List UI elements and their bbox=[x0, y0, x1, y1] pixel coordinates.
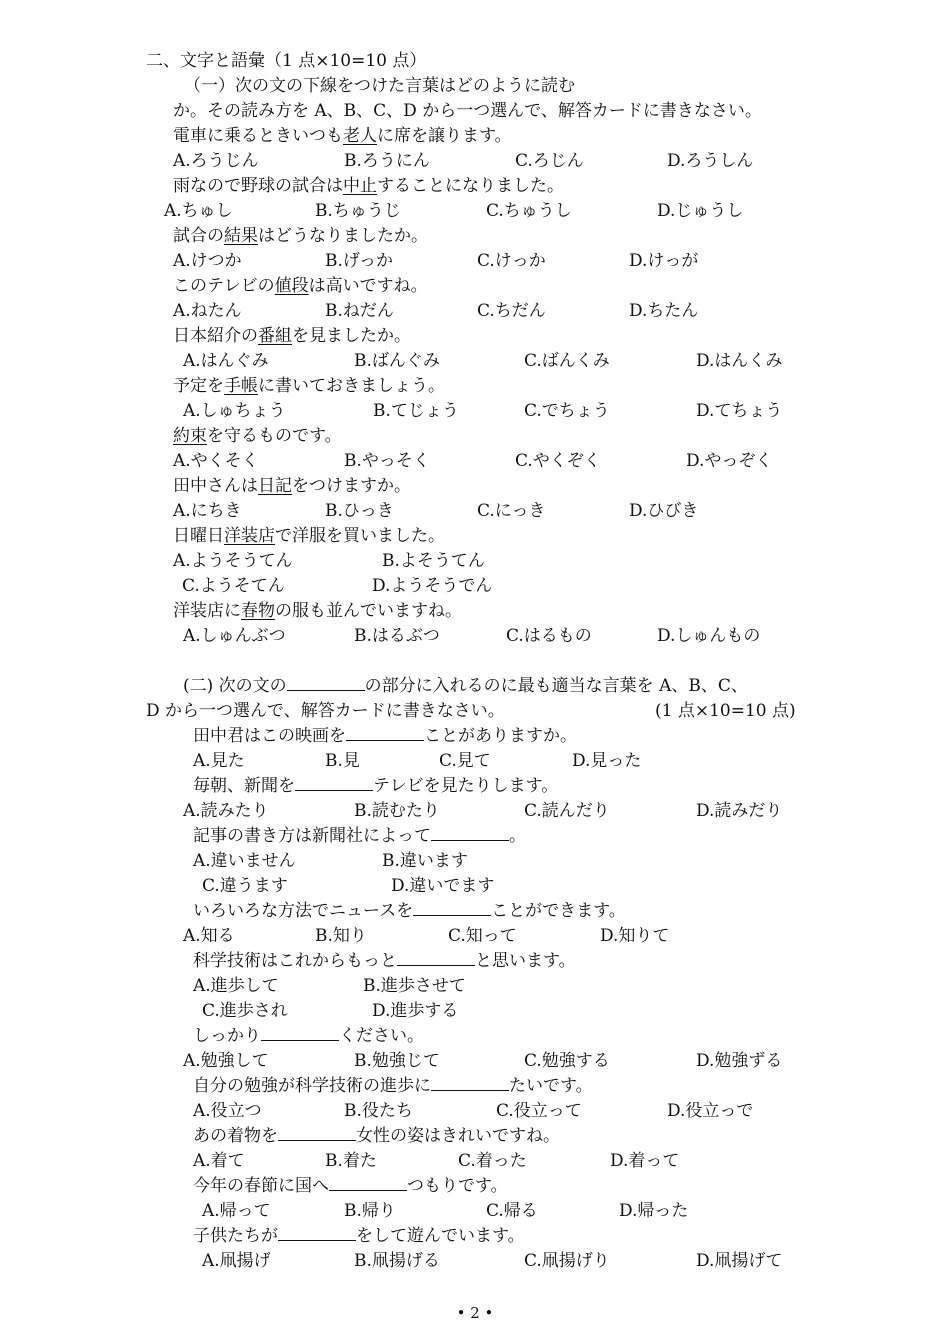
p2-q2-sentence: 毎朝、新聞を テレビを見たりします。 bbox=[193, 776, 559, 796]
p1-q10-option-b[interactable]: B.はるぶつ bbox=[354, 626, 440, 646]
p2-q10-option-b[interactable]: B.凧揚げる bbox=[354, 1251, 440, 1271]
p1-q7-option-c[interactable]: C.やくぞく bbox=[515, 451, 601, 471]
p1-q2-sentence: 雨なので野球の試合は中止することになりました。 bbox=[173, 176, 564, 196]
p1-q3-sentence: 試合の結果はどうなりましたか。 bbox=[173, 226, 428, 246]
p2-q5-option-c[interactable]: C.進歩され bbox=[202, 1001, 288, 1021]
p2-q4-option-b[interactable]: B.知り bbox=[315, 926, 367, 946]
p1-q4-option-c[interactable]: C.ちだん bbox=[477, 301, 546, 321]
p2-q1-option-b[interactable]: B.見 bbox=[325, 751, 360, 771]
p2-q8-option-d[interactable]: D.着って bbox=[610, 1151, 680, 1171]
part2-instruction-line1: (二) 次の文の の部分に入れるのに最も適当な言葉を A、B、C、 bbox=[183, 676, 748, 696]
p2-q5-option-b[interactable]: B.進歩させて bbox=[363, 976, 466, 996]
p2-q4-option-d[interactable]: D.知りて bbox=[600, 926, 670, 946]
p2-q6-option-b[interactable]: B.勉強じて bbox=[354, 1051, 440, 1071]
p1-q7-option-a[interactable]: A.やくそく bbox=[173, 451, 259, 471]
p2-q5-sentence: 科学技術はこれからもっと と思います。 bbox=[193, 951, 576, 971]
p1-q2-option-c[interactable]: C.ちゅうし bbox=[486, 201, 572, 221]
p2-q3-option-b[interactable]: B.違います bbox=[382, 851, 468, 871]
p1-q1-option-b[interactable]: B.ろうにん bbox=[344, 151, 430, 171]
p1-q10-option-d[interactable]: D.しゅんもの bbox=[657, 626, 761, 646]
p1-q2-option-b[interactable]: B.ちゅうじ bbox=[315, 201, 401, 221]
p2-q6-option-a[interactable]: A.勉強して bbox=[183, 1051, 269, 1071]
section-title: 二、文字と語彙（1 点×10=10 点） bbox=[146, 51, 427, 71]
p2-q10-option-c[interactable]: C.凧揚げり bbox=[524, 1251, 610, 1271]
p1-q4-option-a[interactable]: A.ねたん bbox=[173, 301, 242, 321]
p2-q2-option-c[interactable]: C.読んだり bbox=[524, 801, 610, 821]
p1-q2-option-d[interactable]: D.じゅうし bbox=[657, 201, 744, 221]
p2-q2-option-a[interactable]: A.読みたり bbox=[183, 801, 269, 821]
p1-q5-option-b[interactable]: B.ばんぐみ bbox=[354, 351, 440, 371]
p1-q7-option-d[interactable]: D.やっぞく bbox=[686, 451, 773, 471]
p1-q3-option-a[interactable]: A.けつか bbox=[173, 251, 242, 271]
p2-q4-option-a[interactable]: A.知る bbox=[183, 926, 235, 946]
p2-q9-sentence: 今年の春節に国へ つもりです。 bbox=[193, 1176, 508, 1196]
p1-q9-option-b[interactable]: B.よそうてん bbox=[382, 551, 485, 571]
p1-q6-option-c[interactable]: C.でちょう bbox=[524, 401, 610, 421]
p1-q8-option-a[interactable]: A.にちき bbox=[173, 501, 242, 521]
page-number: • 2 • bbox=[456, 1304, 494, 1322]
p2-q6-option-c[interactable]: C.勉強する bbox=[524, 1051, 610, 1071]
p2-q7-option-d[interactable]: D.役立っで bbox=[667, 1101, 754, 1121]
p2-q6-option-d[interactable]: D.勉強ずる bbox=[696, 1051, 783, 1071]
p2-q2-option-d[interactable]: D.読みだり bbox=[696, 801, 783, 821]
part2-score: (1 点×10=10 点) bbox=[655, 701, 796, 721]
p1-q9-option-c[interactable]: C.ようそてん bbox=[182, 576, 285, 596]
p1-q8-sentence: 田中さんは日記をつけますか。 bbox=[173, 476, 411, 496]
p1-q8-option-c[interactable]: C.にっき bbox=[477, 501, 546, 521]
p1-q1-sentence: 電車に乗るときいつも老人に席を譲ります。 bbox=[173, 126, 512, 146]
p1-q7-option-b[interactable]: B.やっそく bbox=[344, 451, 430, 471]
p1-q1-option-a[interactable]: A.ろうじん bbox=[173, 151, 259, 171]
p2-q7-option-b[interactable]: B.役たち bbox=[344, 1101, 413, 1121]
p1-q5-option-a[interactable]: A.はんぐみ bbox=[183, 351, 269, 371]
p2-q7-option-c[interactable]: C.役立って bbox=[496, 1101, 582, 1121]
p2-q5-option-a[interactable]: A.進歩して bbox=[193, 976, 279, 996]
p1-q6-option-d[interactable]: D.てちょう bbox=[696, 401, 783, 421]
p1-q6-option-a[interactable]: A.しゅちょう bbox=[183, 401, 286, 421]
p2-q7-sentence: 自分の勉強が科学技術の進歩に たいです。 bbox=[193, 1076, 593, 1096]
p2-q1-option-c[interactable]: C.見て bbox=[439, 751, 491, 771]
p1-q8-option-b[interactable]: B.ひっき bbox=[325, 501, 394, 521]
p2-q4-option-c[interactable]: C.知って bbox=[448, 926, 517, 946]
p1-q5-sentence: 日本紹介の番組を見ましたか。 bbox=[173, 326, 411, 346]
p2-q7-option-a[interactable]: A.役立つ bbox=[193, 1101, 262, 1121]
p1-q4-sentence: このテレビの値段は高いですね。 bbox=[173, 276, 428, 296]
p2-q2-option-b[interactable]: B.読むたり bbox=[354, 801, 440, 821]
p2-q1-option-a[interactable]: A.見た bbox=[193, 751, 245, 771]
p1-q1-option-d[interactable]: D.ろうしん bbox=[667, 151, 754, 171]
p2-q10-sentence: 子供たちが をして遊んでいます。 bbox=[193, 1226, 525, 1246]
p2-q1-sentence: 田中君はこの映画を ことがありますか。 bbox=[193, 726, 577, 746]
p2-q10-option-a[interactable]: A.凧揚げ bbox=[202, 1251, 271, 1271]
part1-instruction-line1: （一）次の文の下線をつけた言葉はどのように読む bbox=[184, 76, 575, 96]
p2-q8-sentence: あの着物を 女性の姿はきれいですね。 bbox=[193, 1126, 560, 1146]
p1-q10-option-c[interactable]: C.はるもの bbox=[506, 626, 592, 646]
p2-q8-option-b[interactable]: B.着た bbox=[325, 1151, 377, 1171]
p1-q6-sentence: 予定を手帳に書いておきましょう。 bbox=[173, 376, 445, 396]
p1-q10-sentence: 洋装店に春物の服も並んでいますね。 bbox=[173, 601, 462, 621]
p1-q1-option-c[interactable]: C.ろじん bbox=[515, 151, 584, 171]
part2-instruction-line2: D から一つ選んで、解答カードに書きなさい。 bbox=[146, 701, 505, 721]
p1-q3-option-b[interactable]: B.げっか bbox=[325, 251, 394, 271]
p2-q6-sentence: しっかり ください。 bbox=[193, 1026, 424, 1046]
p2-q9-option-c[interactable]: C.帰る bbox=[486, 1201, 538, 1221]
p1-q3-option-d[interactable]: D.けっが bbox=[629, 251, 699, 271]
p1-q9-option-d[interactable]: D.ようそうでん bbox=[372, 576, 493, 596]
p2-q9-option-a[interactable]: A.帰って bbox=[202, 1201, 271, 1221]
p1-q9-sentence: 日曜日洋装店で洋服を買いました。 bbox=[173, 526, 445, 546]
p1-q3-option-c[interactable]: C.けっか bbox=[477, 251, 546, 271]
p2-q3-sentence: 記事の書き方は新聞社によって 。 bbox=[193, 826, 526, 846]
part1-instruction-line2: か。その読み方を A、B、C、D から一つ選んで、解答カードに書きなさい。 bbox=[173, 101, 762, 121]
p2-q3-option-c[interactable]: C.違うます bbox=[202, 876, 288, 896]
p1-q5-option-d[interactable]: D.はんくみ bbox=[696, 351, 783, 371]
p2-q3-option-d[interactable]: D.違いでます bbox=[391, 876, 495, 896]
p2-q8-option-c[interactable]: C.着った bbox=[458, 1151, 527, 1171]
p1-q5-option-c[interactable]: C.ばんくみ bbox=[524, 351, 610, 371]
p1-q4-option-b[interactable]: B.ねだん bbox=[325, 301, 394, 321]
p2-q9-option-d[interactable]: D.帰った bbox=[619, 1201, 689, 1221]
p2-q8-option-a[interactable]: A.着て bbox=[193, 1151, 245, 1171]
p2-q4-sentence: いろいろな方法でニュースを ことができます。 bbox=[193, 901, 626, 921]
p2-q3-option-a[interactable]: A.違いません bbox=[193, 851, 296, 871]
p2-q5-option-d[interactable]: D.進歩する bbox=[372, 1001, 459, 1021]
p1-q4-option-d[interactable]: D.ちたん bbox=[629, 301, 699, 321]
p2-q10-option-d[interactable]: D.凧揚げて bbox=[696, 1251, 783, 1271]
p1-q8-option-d[interactable]: D.ひびき bbox=[629, 501, 699, 521]
p2-q1-option-d[interactable]: D.見った bbox=[572, 751, 642, 771]
p1-q10-option-a[interactable]: A.しゅんぶつ bbox=[183, 626, 286, 646]
p2-q9-option-b[interactable]: B.帰り bbox=[344, 1201, 396, 1221]
p1-q9-option-a[interactable]: A.ようそうてん bbox=[173, 551, 293, 571]
p1-q6-option-b[interactable]: B.てじょう bbox=[373, 401, 459, 421]
p1-q2-option-a[interactable]: A.ちゅし bbox=[164, 201, 233, 221]
p1-q7-sentence: 約束を守るものです。 bbox=[173, 426, 342, 446]
